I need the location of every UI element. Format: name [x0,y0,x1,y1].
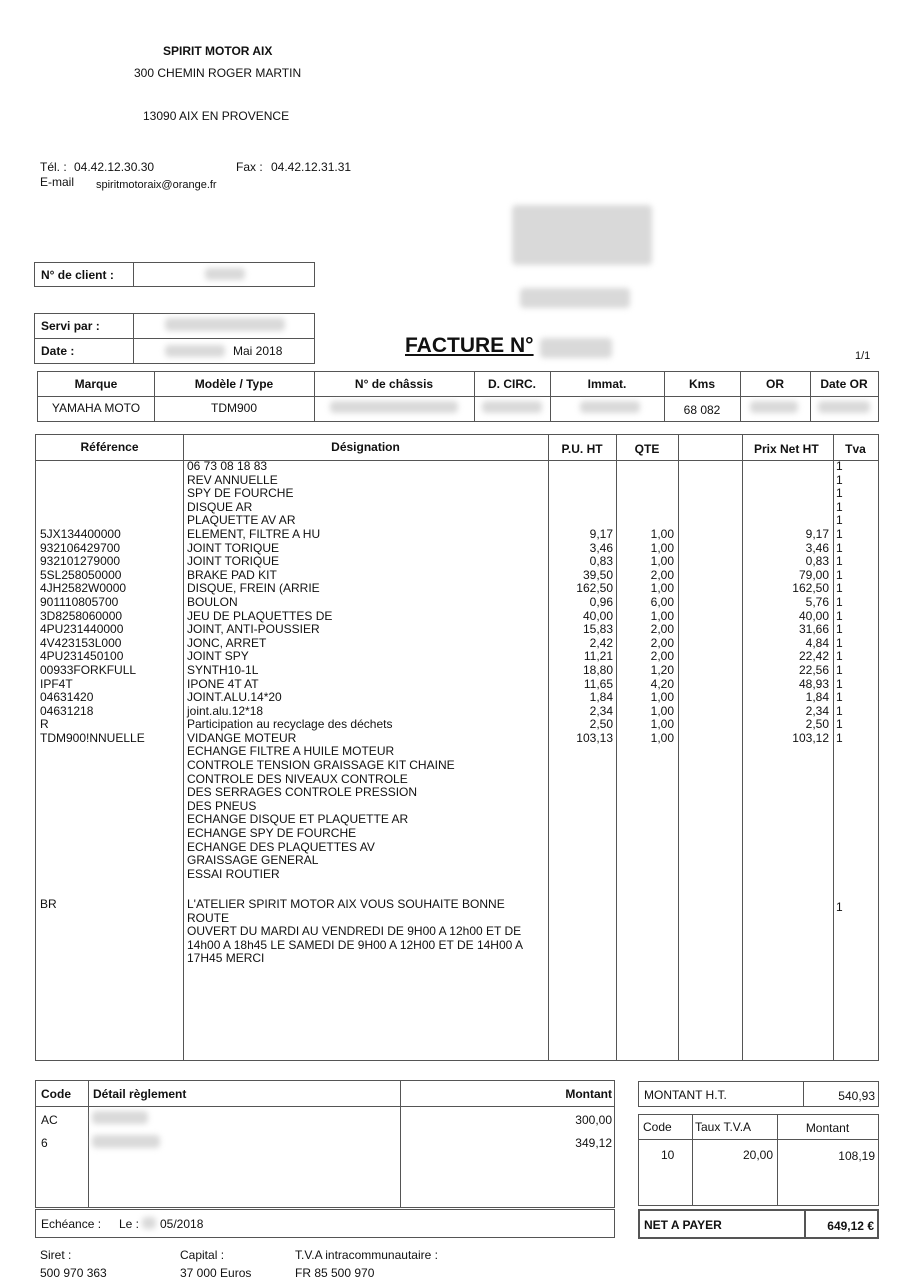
line-18-pu: 1,84 [589,690,613,705]
line-25-ref [40,786,145,800]
line-8-des: JOINT TORIQUE [187,554,280,569]
line-22-pu [548,745,613,759]
payment-header-montant: Montant [565,1087,612,1101]
line-25-des: DES SERRAGES CONTROLE PRESSION [187,785,418,800]
line-20-ref: R [40,717,49,732]
payment-row-2-montant: 349,12 [575,1136,612,1150]
company-name: SPIRIT MOTOR AIX [163,44,273,58]
vehicle-model: TDM900 [210,401,257,415]
vehicle-table [37,371,879,422]
line-21-tva: 1 [836,730,843,745]
line-30-ref [40,854,145,868]
payment-row-1-detail-redacted [92,1111,148,1124]
client-city-redacted [520,288,630,308]
lines-ref-column [40,460,145,881]
client-number-redacted [205,268,245,280]
line-28-pu [548,827,613,841]
line-2-qte [616,474,674,488]
date-label: Date : [41,344,75,358]
line-30-tva [836,854,843,868]
payment-row-1-montant: 300,00 [575,1113,612,1127]
echeance-box [35,1209,615,1238]
line-26-des: DES PNEUS [187,798,257,813]
line-23-qte [616,759,674,773]
line-3-prix [742,487,829,501]
line-21-pu: 103,13 [576,730,613,745]
line-6-des: ELEMENT, FILTRE A HU [187,526,321,541]
vehicle-header-date-or: Date OR [820,377,868,391]
client-number-box [34,262,315,287]
line-27-ref [40,813,145,827]
line-5-tva: 1 [836,513,843,528]
echeance-label: Echéance : [41,1217,102,1231]
line-17-prix: 48,93 [798,676,829,691]
line-3-des: SPY DE FOURCHE [187,486,294,501]
email-value[interactable]: spiritmotoraix@orange.fr [96,179,217,191]
vehicle-brand: YAMAHA MOTO [51,401,141,415]
line-22-qte [616,745,674,759]
line-2-tva: 1 [836,472,843,487]
tva-header-taux: Taux T.V.A [695,1120,752,1134]
payment-row-2-detail-redacted [92,1135,160,1148]
line-4-tva: 1 [836,499,843,514]
line-31-ref [40,868,145,882]
line-23-ref [40,759,145,773]
service-box [34,313,315,364]
line-14-prix: 4,84 [805,635,829,650]
line-15-ref: 4PU231450100 [40,649,124,664]
vehicle-header-immat: Immat. [587,377,627,391]
line-6-tva: 1 [836,526,843,541]
line-16-qte: 1,20 [650,662,674,677]
line-1-ref [40,460,145,474]
served-by-label: Servi par : [41,319,100,333]
line-13-des: JOINT, ANTI-POUSSIER [187,622,320,637]
message-tva: 1 [836,900,843,914]
payment-row-2-code: 6 [41,1136,48,1150]
line-23-prix [742,759,829,773]
line-3-pu [548,487,613,501]
line-15-pu: 11,21 [583,649,613,664]
line-19-prix: 2,34 [805,703,829,718]
line-16-des: SYNTH10-1L [187,662,259,677]
line-24-qte [616,773,674,787]
line-4-qte [616,501,674,515]
line-9-ref: 5SL258050000 [40,567,122,582]
line-19-qte: 1,00 [650,703,674,718]
line-11-des: BOULON [187,594,238,609]
payment-row-1-code: AC [41,1113,58,1127]
line-8-tva: 1 [836,554,843,569]
date-day-redacted [165,345,225,357]
vehicle-header-chassis: N° de châssis [354,377,434,391]
line-25-prix [742,786,829,800]
line-10-qte: 1,00 [650,581,674,596]
page-number: 1/1 [855,350,871,362]
line-1-qte [616,460,674,474]
tva-row-code: 10 [661,1148,675,1162]
line-17-ref: IPF4T [40,676,73,691]
message-line-1: L'ATELIER SPIRIT MOTOR AIX VOUS SOUHAITE BONNE [187,897,505,911]
line-18-des: JOINT.ALU.14*20 [187,690,282,705]
line-26-tva [836,800,843,814]
line-30-qte [616,854,674,868]
line-24-prix [742,773,829,787]
line-22-ref [40,745,145,759]
line-28-des: ECHANGE SPY DE FOURCHE [187,826,357,841]
vehicle-header-brand: Marque [74,377,118,391]
lines-header-ref: Référence [80,440,139,454]
line-8-prix: 0,83 [805,554,829,569]
line-24-tva [836,773,843,787]
line-16-pu: 18,80 [582,662,613,677]
line-23-tva [836,759,843,773]
vehicle-header-or: OR [766,377,784,391]
tva-header-montant: Montant [805,1121,850,1135]
line-4-prix [742,501,829,515]
email-label: E-mail [40,175,75,189]
montant-ht-box [638,1081,879,1107]
line-1-pu [548,460,613,474]
line-29-ref [40,841,145,855]
line-28-prix [742,827,829,841]
line-5-ref [40,514,145,528]
message-line-2: ROUTE [187,910,229,925]
line-25-pu [548,786,613,800]
line-29-pu [548,841,613,855]
line-31-pu [548,868,613,882]
line-4-des: DISQUE AR [187,499,253,514]
line-6-qte: 1,00 [650,526,674,541]
line-27-tva [836,813,843,827]
echeance-date: 05/2018 [160,1217,204,1231]
line-6-pu: 9,17 [589,526,613,541]
line-6-prix: 9,17 [805,526,829,541]
line-28-qte [616,827,674,841]
line-26-qte [616,800,674,814]
lines-tva-column [836,460,843,881]
echeance-day-redacted [142,1217,156,1229]
line-3-tva: 1 [836,486,843,501]
company-city: 13090 AIX EN PROVENCE [143,109,290,123]
line-30-pu [548,854,613,868]
line-30-des: GRAISSAGE GENERAL [187,853,319,868]
line-17-qte: 4,20 [650,676,674,691]
invoice-number-redacted [540,338,612,358]
line-9-des: BRAKE PAD KIT [187,567,277,582]
fax-value: 04.42.12.31.31 [271,160,352,174]
line-31-des: ESSAI ROUTIER [187,866,280,881]
line-11-ref: 901110805700 [40,594,119,609]
line-17-des: IPONE 4T AT [187,676,259,691]
lines-pu-column [548,460,613,881]
line-15-tva: 1 [836,649,843,664]
line-29-qte [616,841,674,855]
tva-row-montant: 108,19 [838,1149,875,1163]
line-18-prix: 1,84 [805,690,829,705]
line-15-qte: 2,00 [650,649,674,664]
line-5-des: PLAQUETTE AV AR [187,513,296,528]
line-11-tva: 1 [836,594,843,609]
line-31-prix [742,868,829,882]
line-25-tva [836,786,843,800]
line-18-qte: 1,00 [650,690,674,705]
line-11-qte: 6,00 [650,594,674,609]
line-20-des: Participation au recyclage des déchets [187,717,393,732]
line-2-des: REV ANNUELLE [187,472,278,487]
echeance-le-label: Le : [119,1217,140,1231]
siret-value: 500 970 363 [40,1266,107,1280]
line-7-ref: 932106429700 [40,540,121,555]
line-27-prix [742,813,829,827]
capital-value: 37 000 Euros [180,1266,252,1280]
line-29-prix [742,841,829,855]
line-14-des: JONC, ARRET [187,635,267,650]
message-text [187,898,523,966]
line-10-pu: 162,50 [576,581,613,596]
vehicle-kms: 68 082 [683,403,721,417]
line-7-pu: 3,46 [589,540,613,555]
line-12-qte: 1,00 [650,608,674,623]
line-31-tva [836,868,843,882]
lines-qte-column [616,460,674,881]
line-13-qte: 2,00 [650,622,674,637]
line-2-pu [548,474,613,488]
line-9-tva: 1 [836,567,843,582]
line-12-pu: 40,00 [582,608,613,623]
tva-box [638,1114,879,1206]
line-11-prix: 5,76 [805,594,829,609]
line-20-tva: 1 [836,717,843,732]
tva-header-code: Code [643,1120,672,1134]
line-10-ref: 4JH2582W0000 [40,581,127,596]
line-14-qte: 2,00 [650,635,674,650]
line-5-prix [742,514,829,528]
line-1-tva: 1 [836,459,843,473]
line-29-tva [836,841,843,855]
line-13-prix: 31,66 [798,622,829,637]
tva-intra-label: T.V.A intracommunautaire : [295,1248,438,1262]
line-8-pu: 0,83 [589,554,613,569]
lines-header-prix: Prix Net HT [754,442,819,456]
message-line-4: 14h00 A 18h45 LE SAMEDI DE 9H00 A 12H00 ET DE 14H00 A [187,937,523,952]
line-12-ref: 3D8258060000 [40,608,123,623]
vehicle-header-model: Modèle / Type [194,377,274,391]
line-8-ref: 932101279000 [40,554,121,569]
line-16-prix: 22,56 [798,662,829,677]
net-a-payer-label: NET A PAYER [644,1218,722,1232]
payment-header-code: Code [41,1087,71,1101]
line-4-pu [548,501,613,515]
lines-header-tva: Tva [845,442,866,456]
line-1-des: 06 73 08 18 83 [187,459,268,473]
tva-intra-value: FR 85 500 970 [295,1266,375,1280]
line-10-prix: 162,50 [792,581,829,596]
line-14-tva: 1 [836,635,843,650]
line-18-tva: 1 [836,690,843,705]
line-6-ref: 5JX134400000 [40,526,121,541]
message-ref: BR [40,897,57,911]
line-24-des: CONTROLE DES NIVEAUX CONTROLE [187,771,408,786]
fax-label: Fax : [236,160,263,174]
vehicle-header-kms: Kms [688,377,715,391]
client-address-redacted [512,205,652,265]
served-by-redacted [165,318,285,331]
line-14-pu: 2,42 [589,635,613,650]
line-16-tva: 1 [836,662,843,677]
client-number-label: N° de client : [41,268,114,282]
line-21-des: VIDANGE MOTEUR [187,730,297,745]
siret-label: Siret : [40,1248,72,1262]
line-18-ref: 04631420 [40,690,94,705]
line-7-qte: 1,00 [650,540,674,555]
line-7-tva: 1 [836,540,843,555]
net-a-payer-value: 649,12 € [827,1219,874,1233]
line-21-qte: 1,00 [650,730,674,745]
line-21-prix: 103,12 [792,730,829,745]
line-20-prix: 2,50 [805,717,829,732]
line-22-tva [836,745,843,759]
invoice-title: FACTURE N° [405,334,534,357]
line-24-ref [40,773,145,787]
tva-row-taux: 20,00 [742,1148,773,1162]
line-16-ref: 00933FORKFULL [40,662,137,677]
line-17-pu: 11,65 [583,676,613,691]
lines-prix-column [742,460,829,881]
capital-label: Capital : [180,1248,225,1262]
line-23-pu [548,759,613,773]
net-a-payer-box [638,1209,879,1239]
line-27-qte [616,813,674,827]
line-27-pu [548,813,613,827]
payment-header-detail: Détail règlement [93,1087,187,1101]
line-28-ref [40,827,145,841]
lines-header-qte: QTE [634,442,660,456]
company-address: 300 CHEMIN ROGER MARTIN [134,66,302,80]
line-14-ref: 4V423153L000 [40,635,122,650]
montant-ht-label: MONTANT H.T. [644,1088,727,1102]
line-29-des: ECHANGE DES PLAQUETTES AV [187,839,375,854]
vehicle-immat-redacted [580,401,640,413]
line-21-ref: TDM900!NNUELLE [40,730,145,745]
line-23-des: CONTROLE TENSION GRAISSAGE KIT CHAINE [187,758,455,773]
message-line-3: OUVERT DU MARDI AU VENDREDI DE 9H00 A 12h00 ET DE [187,924,522,939]
line-19-ref: 04631218 [40,703,94,718]
vehicle-or-redacted [750,401,798,413]
line-30-prix [742,854,829,868]
line-26-ref [40,800,145,814]
line-13-pu: 15,83 [582,622,613,637]
line-19-pu: 2,34 [589,703,613,718]
line-9-prix: 79,00 [798,567,829,582]
line-9-qte: 2,00 [650,567,674,582]
line-31-qte [616,868,674,882]
line-26-prix [742,800,829,814]
line-22-des: ECHANGE FILTRE A HUILE MOTEUR [187,744,395,759]
line-27-des: ECHANGE DISQUE ET PLAQUETTE AR [187,812,409,827]
line-1-prix [742,460,829,474]
line-15-prix: 22,42 [798,649,829,664]
line-20-qte: 1,00 [650,717,674,732]
line-19-des: joint.alu.12*18 [187,703,264,718]
payment-box [35,1080,615,1208]
line-12-des: JEU DE PLAQUETTES DE [187,608,333,623]
montant-ht-value: 540,93 [838,1089,875,1103]
line-15-des: JOINT SPY [187,649,249,664]
line-11-pu: 0,96 [589,594,613,609]
line-10-tva: 1 [836,581,843,596]
line-4-ref [40,501,145,515]
line-19-tva: 1 [836,703,843,718]
line-12-tva: 1 [836,608,843,623]
line-7-prix: 3,46 [805,540,829,555]
line-20-pu: 2,50 [589,717,613,732]
vehicle-chassis-redacted [330,401,458,413]
date-value: Mai 2018 [233,344,283,358]
lines-designation-column [187,460,455,881]
line-17-tva: 1 [836,676,843,691]
line-8-qte: 1,00 [650,554,674,569]
tel-value: 04.42.12.30.30 [74,160,155,174]
line-3-qte [616,487,674,501]
line-2-ref [40,474,145,488]
vehicle-circ-redacted [482,401,542,413]
line-7-des: JOINT TORIQUE [187,540,280,555]
line-10-des: DISQUE, FREIN (ARRIE [187,581,320,596]
line-9-pu: 39,50 [582,567,613,582]
line-22-prix [742,745,829,759]
tel-label: Tél. : [40,160,67,174]
lines-header-pu: P.U. HT [561,442,603,456]
message-line-5: 17H45 MERCI [187,951,265,966]
line-26-pu [548,800,613,814]
line-5-qte [616,514,674,528]
line-25-qte [616,786,674,800]
line-12-prix: 40,00 [798,608,829,623]
line-13-ref: 4PU231440000 [40,622,124,637]
line-5-pu [548,514,613,528]
vehicle-header-circ: D. CIRC. [488,377,536,391]
line-13-tva: 1 [836,622,843,637]
line-2-prix [742,474,829,488]
line-28-tva [836,827,843,841]
vehicle-date-or-redacted [818,401,870,413]
line-24-pu [548,773,613,787]
line-3-ref [40,487,145,501]
lines-header-designation: Désignation [331,440,400,454]
